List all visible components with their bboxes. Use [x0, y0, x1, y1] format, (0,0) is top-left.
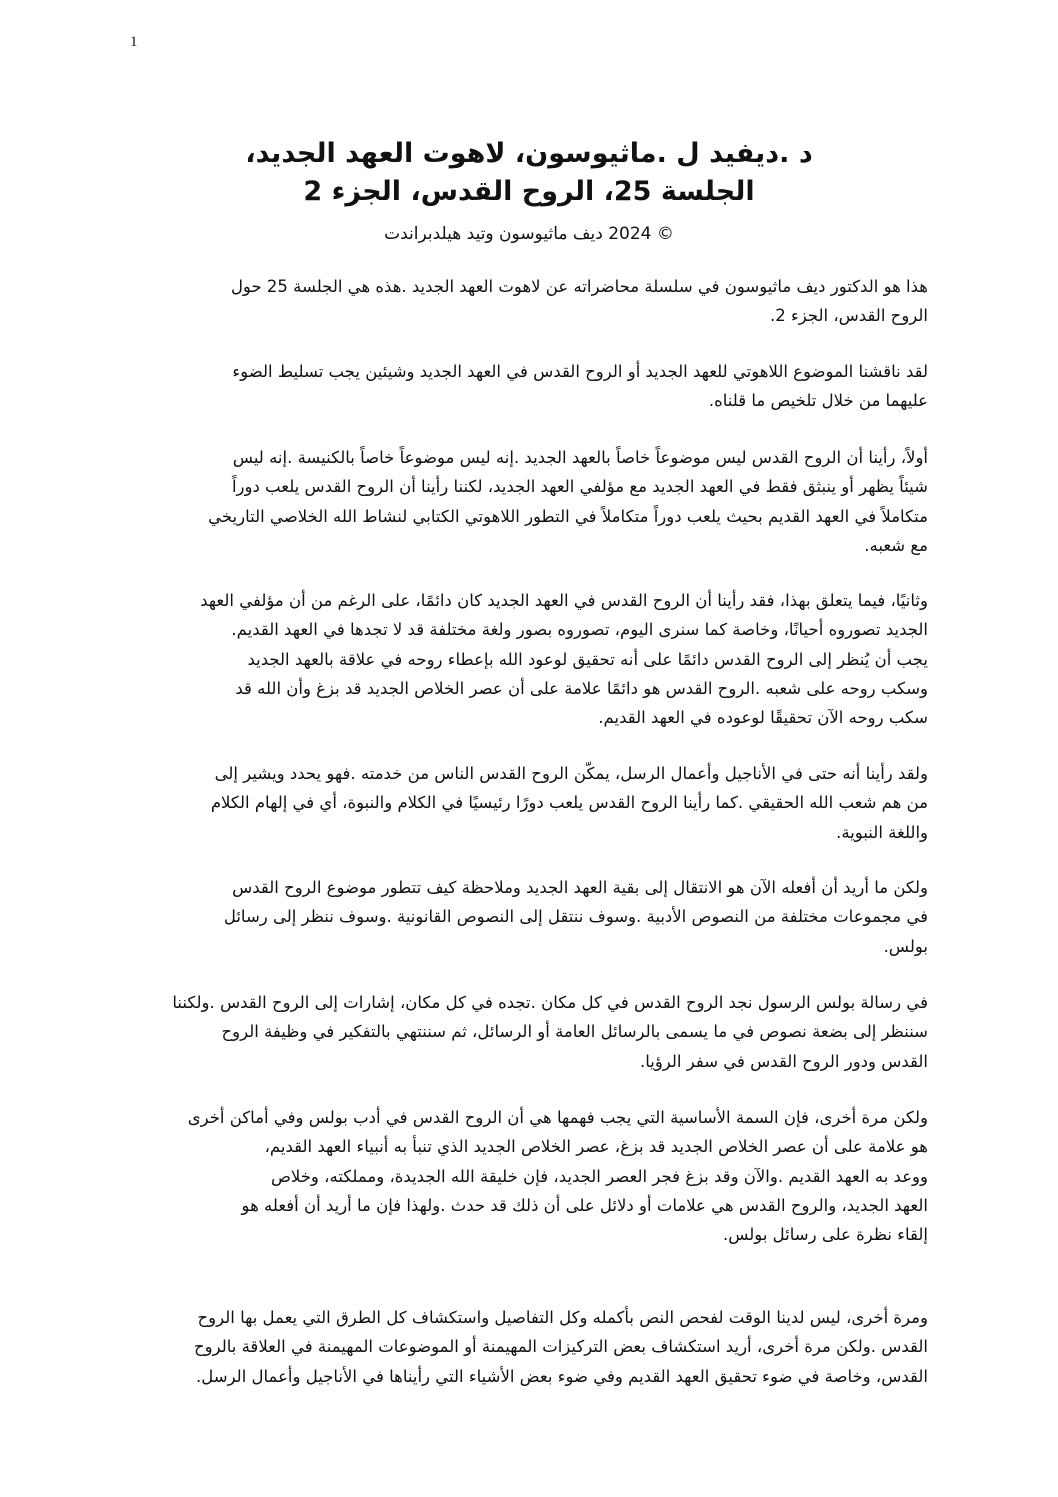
- paragraph-line: القدس ودور الروح القدس في سفر الرؤيا.: [639, 1051, 928, 1071]
- paragraph-line: أولاً، رأينا أن الروح القدس ليس موضوعاً خاصاً بالعهد الجديد .إنه ليس موضوعاً خاصاً بالكنيسة .إنه ليس: [232, 448, 928, 467]
- paragraph-line: عليهما من خلال تلخيص ما قلناه.: [708, 391, 928, 411]
- paragraph-line: سننظر إلى بضعة نصوص في ما يسمى بالرسائل العامة أو الرسائل، ثم سننتهي بالتفكير في وظيفة الروح: [221, 1022, 928, 1042]
- paragraph: [128, 1103, 928, 1249]
- paragraph: [128, 873, 928, 961]
- paragraph: [128, 1303, 928, 1391]
- paragraph-line: واللغة النبوية.: [836, 822, 928, 842]
- paragraph-line: الروح القدس، الجزء 2.: [769, 306, 928, 326]
- paragraph-line: القدس .ولكن مرة أخرى، أريد استكشاف بعض التركيزات المهيمنة أو الموضوعات المهيمنة في العلاقة بالروح: [193, 1337, 928, 1357]
- paragraph-line: في مجموعات مختلفة من النصوص الأدبية .وسوف ننتقل إلى النصوص القانونية .وسوف ننظر إلى رسائل: [223, 907, 928, 927]
- paragraph-line: القدس، وخاصة في ضوء تحقيق العهد القديم وفي ضوء بعض الأشياء التي رأيناها في الأناجيل وأعمال الرسل.: [196, 1366, 928, 1386]
- paragraph-line: وسكب روحه على شعبه .الروح القدس هو دائمًا علامة على أن عصر الخلاص الجديد قد بزغ وأن الله قد: [235, 678, 928, 698]
- paragraph: [128, 443, 928, 560]
- paragraph-line: بولس.: [883, 936, 928, 956]
- paragraph-line: إلقاء نظرة على رسائل بولس.: [723, 1225, 928, 1245]
- title-line-2: الجلسة 25، الروح القدس، الجزء 2: [303, 176, 755, 207]
- paragraph-line: لقد ناقشنا الموضوع اللاهوتي للعهد الجديد أو الروح القدس في العهد الجديد وشيئين يجب تسليط الضوء: [232, 362, 928, 381]
- paragraph-line: مع شعبه.: [864, 535, 928, 555]
- paragraph: [128, 988, 928, 1076]
- paragraph: [128, 272, 928, 331]
- page-number: 1: [130, 34, 138, 50]
- paragraph-line: هو علامة على أن عصر الخلاص الجديد قد بزغ، عصر الخلاص الجديد الذي تنبأ به أنبياء العهد القديم،: [264, 1137, 928, 1157]
- paragraph-line: في رسالة بولس الرسول نجد الروح القدس في كل مكان .تجده في كل مكان، إشارات إلى الروح القدس .ولكننا: [172, 993, 928, 1012]
- paragraph-line: يجب أن يُنظر إلى الروح القدس دائمًا على أنه تحقيق لوعود الله بإعطاء روحه في علاقة بالعهد الجديد: [247, 649, 928, 669]
- paragraph-line: متكاملاً في العهد القديم بحيث يلعب دوراً متكاملاً في التطور اللاهوتي الكتابي لنشاط الله الخلاصي التاريخي: [208, 506, 928, 526]
- copyright-line: © 2024 ديف ماثيوسون وتيد هيلدبراندت: [384, 224, 674, 244]
- paragraph-line: ولكن مرة أخرى، فإن السمة الأساسية التي يجب فهمها هي أن الروح القدس في أدب بولس وفي أماكن أخرى: [187, 1108, 928, 1127]
- paragraph-line: ومرة أخرى، ليس لدينا الوقت لفحص النص بأكمله وكل التفاصيل واستكشاف كل الطرق التي يعمل بها الروح: [197, 1308, 928, 1327]
- paragraph: [128, 759, 928, 847]
- paragraph: [128, 357, 928, 416]
- paragraph-line: ولقد رأينا أنه حتى في الأناجيل وأعمال الرسل، يمكّن الروح القدس الناس من خدمته .فهو يحدد ويشير إلى: [214, 764, 928, 783]
- title-line-1: د .ديفيد ل .ماثيوسون، لاهوت العهد الجديد،: [245, 138, 813, 169]
- paragraph-line: من هم شعب الله الحقيقي .كما رأينا الروح القدس يلعب دورًا رئيسيًا في الكلام والنبوة، أي في إلهام الكلام: [210, 793, 928, 813]
- paragraph-line: الجديد تصوروه أحيانًا، وخاصة كما سنرى اليوم، تصوروه بصور ولغة مختلفة قد لا تجدها في العهد القديم.: [231, 620, 928, 640]
- paragraph-line: العهد الجديد، والروح القدس هي علامات أو دلائل على أن ذلك قد حدث .ولهذا فإن ما أريد أن أفعله هو: [241, 1195, 928, 1215]
- paragraph-line: ووعد به العهد القديم .والآن وقد بزغ فجر العصر الجديد، فإن خليقة الله الجديدة، ومملكته، وخلاص: [270, 1166, 928, 1186]
- paragraph-line: هذا هو الدكتور ديف ماثيوسون في سلسلة محاضراته عن لاهوت العهد الجديد .هذه هي الجلسة 25 حول: [230, 277, 928, 296]
- paragraph: [128, 586, 928, 732]
- paragraph-line: وثانيًا، فيما يتعلق بهذا، فقد رأينا أن الروح القدس في العهد الجديد كان دائمًا، على الرغم من أن مؤلفي العهد: [200, 591, 928, 610]
- paragraph-line: شيئاً يظهر أو ينبثق فقط في العهد الجديد مع مؤلفي العهد الجديد، لكننا رأينا أن الروح القدس يلعب دوراً: [231, 477, 928, 497]
- paragraph-line: ولكن ما أريد أن أفعله الآن هو الانتقال إلى بقية العهد الجديد وملاحظة كيف تتطور موضوع الروح القدس: [232, 878, 928, 897]
- paragraph-line: سكب روحه الآن تحقيقًا لوعوده في العهد القديم.: [598, 708, 928, 728]
